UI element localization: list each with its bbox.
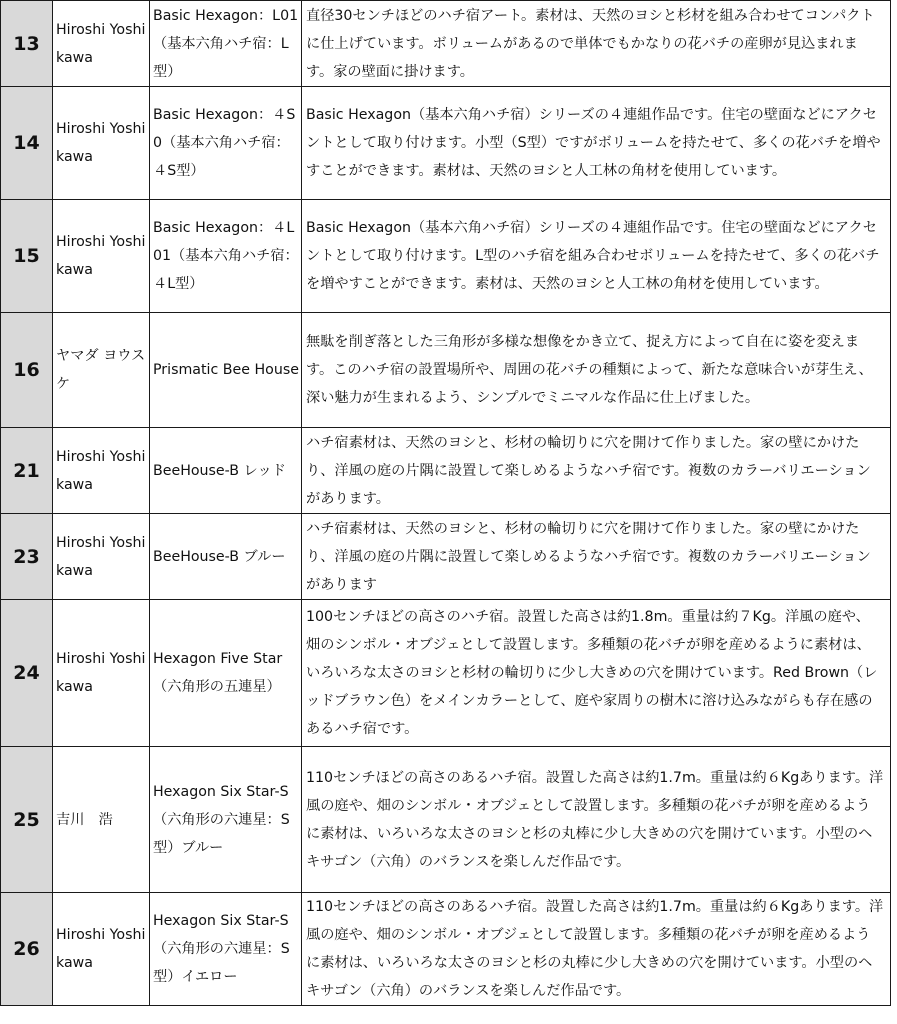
work-description: 無駄を削ぎ落とした三角形が多様な想像をかき立て、捉え方によって自在に姿を変えます。このハチ宿の設置場所や、周囲の花バチの種類によって、新たな意味合いが芽生え、深い魅力が生まれるよう、シンプルでミニマルな作品に仕上げました。: [302, 313, 891, 428]
work-title: Basic Hexagon：４S0（基本六角ハチ宿：４S型）: [150, 87, 302, 200]
table-row: [1, 313, 891, 428]
work-description: 100センチほどの高さのハチ宿。設置した高さは約1.8m。重量は約７Kg。洋風の庭や、畑のシンボル・オブジェとして設置します。多種類の花バチが卵を産めるように素材は、いろいろな太さのヨシと杉材の輪切りに少し大きめの穴を開けています。Red Brown（レッドブラウン色）をメインカラーとして、庭や家周りの樹木に溶け込みながらも存在感のあるハチ宿です。: [302, 600, 891, 747]
author-name: Hiroshi Yoshikawa: [53, 514, 150, 600]
work-title: Prismatic Bee House: [150, 313, 302, 428]
table-row: [1, 1, 891, 87]
entry-number: 15: [1, 200, 53, 313]
work-description: 直径30センチほどのハチ宿アート。素材は、天然のヨシと杉材を組み合わせてコンパクトに仕上げています。ボリュームがあるので単体でもかなりの花バチの産卵が見込まれます。家の壁面に掛けます。: [302, 1, 891, 87]
entry-number: 21: [1, 428, 53, 514]
table-row: [1, 428, 891, 514]
work-title: Basic Hexagon：４L01（基本六角ハチ宿：４L型）: [150, 200, 302, 313]
work-title: Hexagon Six Star-S（六角形の六連星：S型）イエロー: [150, 893, 302, 1006]
entry-number: 24: [1, 600, 53, 747]
entry-number: 26: [1, 893, 53, 1006]
table-row: [1, 747, 891, 893]
work-description: Basic Hexagon（基本六角ハチ宿）シリーズの４連組作品です。住宅の壁面などにアクセントとして取り付けます。小型（S型）ですがボリュームを持たせて、多くの花バチを増やすことができます。素材は、天然のヨシと人工林の角材を使用しています。: [302, 87, 891, 200]
work-title: Basic Hexagon：L01（基本六角ハチ宿：L型）: [150, 1, 302, 87]
author-name: Hiroshi Yoshikawa: [53, 893, 150, 1006]
author-name: Hiroshi Yoshikawa: [53, 87, 150, 200]
work-title: Hexagon Five Star（六角形の五連星）: [150, 600, 302, 747]
work-description: Basic Hexagon（基本六角ハチ宿）シリーズの４連組作品です。住宅の壁面などにアクセントとして取り付けます。L型のハチ宿を組み合わせボリュームを持たせて、多くの花バチを増やすことができます。素材は、天然のヨシと人工林の角材を使用しています。: [302, 200, 891, 313]
table-row: [1, 200, 891, 313]
table-row: [1, 893, 891, 1006]
work-title: Hexagon Six Star-S（六角形の六連星：S型）ブルー: [150, 747, 302, 893]
work-description: 110センチほどの高さのあるハチ宿。設置した高さは約1.7m。重量は約６Kgあります。洋風の庭や、畑のシンボル・オブジェとして設置します。多種類の花バチが卵を産めるように素材は、いろいろな太さのヨシと杉の丸棒に少し大きめの穴を開けています。小型のヘキサゴン（六角）のバランスを楽しんだ作品です。: [302, 747, 891, 893]
page-bottom-edge: [0, 1016, 897, 1024]
entry-number: 16: [1, 313, 53, 428]
table-row: [1, 87, 891, 200]
work-description: ハチ宿素材は、天然のヨシと、杉材の輪切りに穴を開けて作りました。家の壁にかけたり、洋風の庭の片隅に設置して楽しめるようなハチ宿です。複数のカラーバリエーションがあります: [302, 514, 891, 600]
author-name: ヤマダ ヨウスケ: [53, 313, 150, 428]
entry-number: 23: [1, 514, 53, 600]
author-name: Hiroshi Yoshikawa: [53, 428, 150, 514]
work-description: ハチ宿素材は、天然のヨシと、杉材の輪切りに穴を開けて作りました。家の壁にかけたり、洋風の庭の片隅に設置して楽しめるようなハチ宿です。複数のカラーバリエーションがあります。: [302, 428, 891, 514]
work-title: BeeHouse-B ブルー: [150, 514, 302, 600]
table-row: [1, 600, 891, 747]
author-name: Hiroshi Yoshikawa: [53, 1, 150, 87]
entry-number: 25: [1, 747, 53, 893]
entry-number: 14: [1, 87, 53, 200]
work-title: BeeHouse-B レッド: [150, 428, 302, 514]
entry-number: 13: [1, 1, 53, 87]
table-row: [1, 514, 891, 600]
work-description: 110センチほどの高さのあるハチ宿。設置した高さは約1.7m。重量は約６Kgあります。洋風の庭や、畑のシンボル・オブジェとして設置します。多種類の花バチが卵を産めるように素材は、いろいろな太さのヨシと杉の丸棒に少し大きめの穴を開けています。小型のヘキサゴン（六角）のバランスを楽しんだ作品です。: [302, 893, 891, 1006]
author-name: Hiroshi Yoshikawa: [53, 600, 150, 747]
author-name: 吉川 浩: [53, 747, 150, 893]
author-name: Hiroshi Yoshikawa: [53, 200, 150, 313]
